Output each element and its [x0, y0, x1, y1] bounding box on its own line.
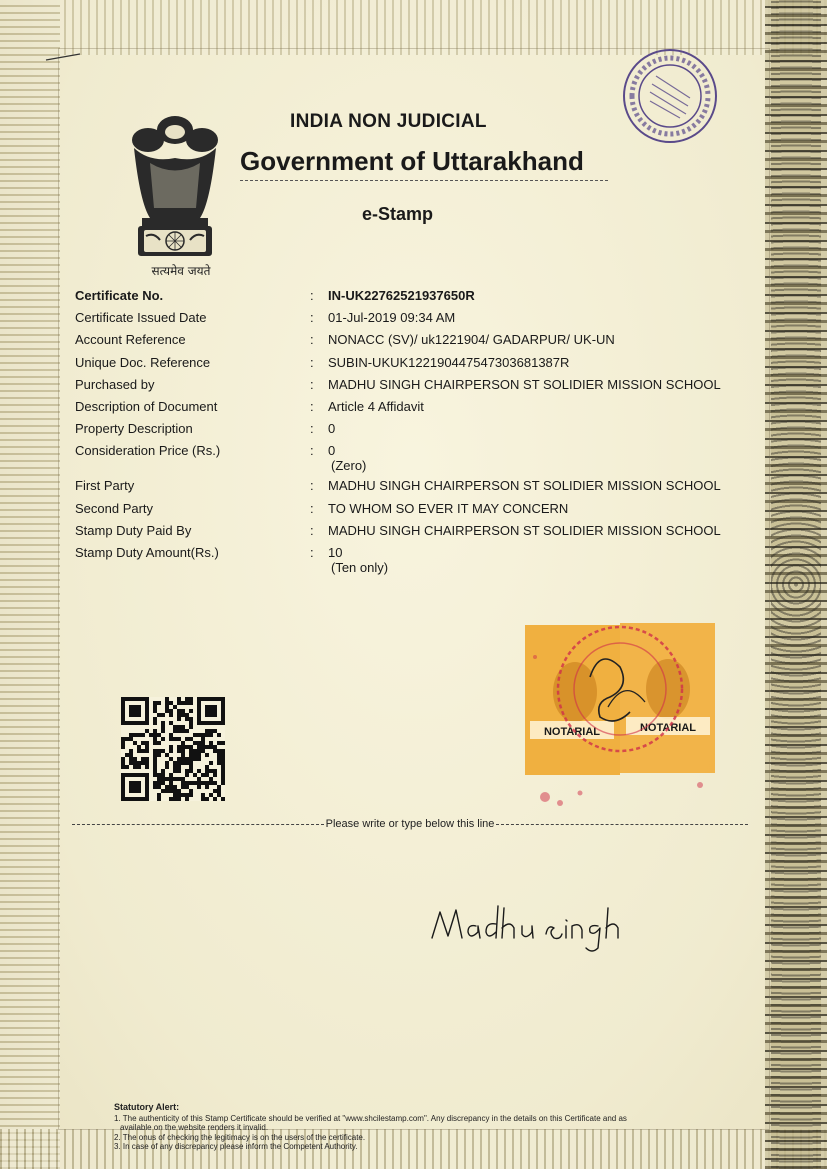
dashed-rule-left — [72, 824, 324, 825]
detail-row-stamp-duty-paid-by — [75, 523, 765, 545]
detail-separator: : — [310, 310, 314, 326]
border-left — [0, 0, 60, 1169]
detail-subvalue: (Ten only) — [331, 559, 389, 575]
handwritten-signature — [428, 898, 628, 958]
detail-label: Unique Doc. Reference — [75, 354, 211, 370]
detail-label: First Party — [75, 478, 135, 494]
estamp-vendor-seal — [620, 46, 720, 146]
detail-separator: : — [310, 332, 314, 348]
detail-label: Description of Document — [75, 398, 218, 414]
header-rule — [240, 180, 608, 181]
detail-label: Purchased by — [75, 376, 155, 392]
header-government: Government of Uttarakhand — [240, 146, 584, 176]
detail-separator: : — [310, 544, 314, 560]
statutory-title: Statutory Alert: — [114, 1102, 180, 1112]
detail-value: MADHU SINGH CHAIRPERSON ST SOLIDIER MISSION SCHOOL — [328, 522, 721, 538]
statutory-item: 2. The onus of checking the legitimacy is on the users of the certificate. — [114, 1132, 366, 1142]
write-below-line — [72, 816, 748, 832]
detail-value: MADHU SINGH CHAIRPERSON ST SOLIDIER MISSION SCHOOL — [328, 376, 721, 392]
detail-value: 0 — [328, 443, 336, 459]
detail-row-certificate-no — [75, 288, 765, 310]
detail-value: 01-Jul-2019 09:34 AM — [328, 310, 456, 326]
detail-label: Stamp Duty Paid By — [75, 522, 192, 538]
detail-row-issued-date — [75, 310, 765, 332]
certificate-details — [75, 288, 765, 580]
border-right — [765, 0, 827, 1169]
detail-separator: : — [310, 500, 314, 516]
detail-value: NONACC (SV)/ uk1221904/ GADARPUR/ UK-UN — [328, 332, 615, 348]
detail-row-unique-doc-reference — [75, 355, 765, 377]
national-emblem-icon — [120, 108, 230, 280]
detail-label: Property Description — [75, 421, 193, 437]
detail-subvalue: (Zero) — [331, 458, 367, 474]
detail-separator: : — [310, 443, 314, 459]
detail-label: Account Reference — [75, 332, 186, 348]
detail-value: 10 — [328, 544, 343, 560]
detail-separator: : — [310, 478, 314, 494]
emblem-motto: सत्यमेव जयते — [151, 264, 211, 278]
detail-separator: : — [310, 421, 314, 437]
detail-label: Certificate Issued Date — [75, 310, 207, 326]
detail-value: SUBIN-UKUK122190447547303681387R — [328, 354, 570, 370]
pencil-mark — [44, 52, 84, 62]
detail-separator: : — [310, 398, 314, 414]
notarial-label-2: NOTARIAL — [639, 722, 697, 734]
detail-separator: : — [310, 288, 314, 303]
detail-separator: : — [310, 376, 314, 392]
detail-label: Consideration Price (Rs.) — [75, 443, 221, 459]
detail-row-first-party — [75, 478, 765, 500]
statutory-item: available on the website renders it invalid. — [120, 1123, 269, 1132]
detail-row-description — [75, 399, 765, 421]
detail-separator: : — [310, 522, 314, 538]
detail-value: MADHU SINGH CHAIRPERSON ST SOLIDIER MISSION SCHOOL — [328, 478, 721, 494]
detail-row-account-reference — [75, 332, 765, 354]
detail-row-purchased-by — [75, 377, 765, 399]
statutory-alert — [114, 1103, 714, 1152]
detail-label: Stamp Duty Amount(Rs.) — [75, 544, 219, 560]
dashed-rule-right — [496, 824, 748, 825]
notarial-label-1: NOTARIAL — [543, 726, 601, 738]
detail-row-second-party — [75, 501, 765, 523]
header-estamp: e-Stamp — [362, 204, 434, 224]
detail-value: Article 4 Affidavit — [328, 398, 424, 414]
detail-value: TO WHOM SO EVER IT MAY CONCERN — [328, 500, 569, 516]
detail-value: IN-UK22762521937650R — [328, 288, 475, 303]
detail-label: Second Party — [75, 500, 154, 516]
notarial-stamps — [520, 617, 720, 812]
detail-separator: : — [310, 354, 314, 370]
statutory-item: 1. The authenticity of this Stamp Certificate should be verified at "www.shcilestamp.com". Any discrepancy in the details on this Certificate and as — [114, 1113, 627, 1123]
write-below-label: Please write or type below this line — [325, 818, 495, 830]
detail-label: Certificate No. — [75, 288, 164, 303]
detail-row-property-description — [75, 421, 765, 443]
detail-value: 0 — [328, 421, 336, 437]
statutory-item: 3. In case of any discrepancy please inform the Competent Authority. — [114, 1142, 358, 1151]
detail-row-stamp-duty-amount — [75, 545, 765, 580]
qr-code — [121, 697, 225, 801]
detail-row-consideration-price — [75, 443, 765, 478]
header-india-non-judicial: INDIA NON JUDICIAL — [290, 111, 487, 132]
